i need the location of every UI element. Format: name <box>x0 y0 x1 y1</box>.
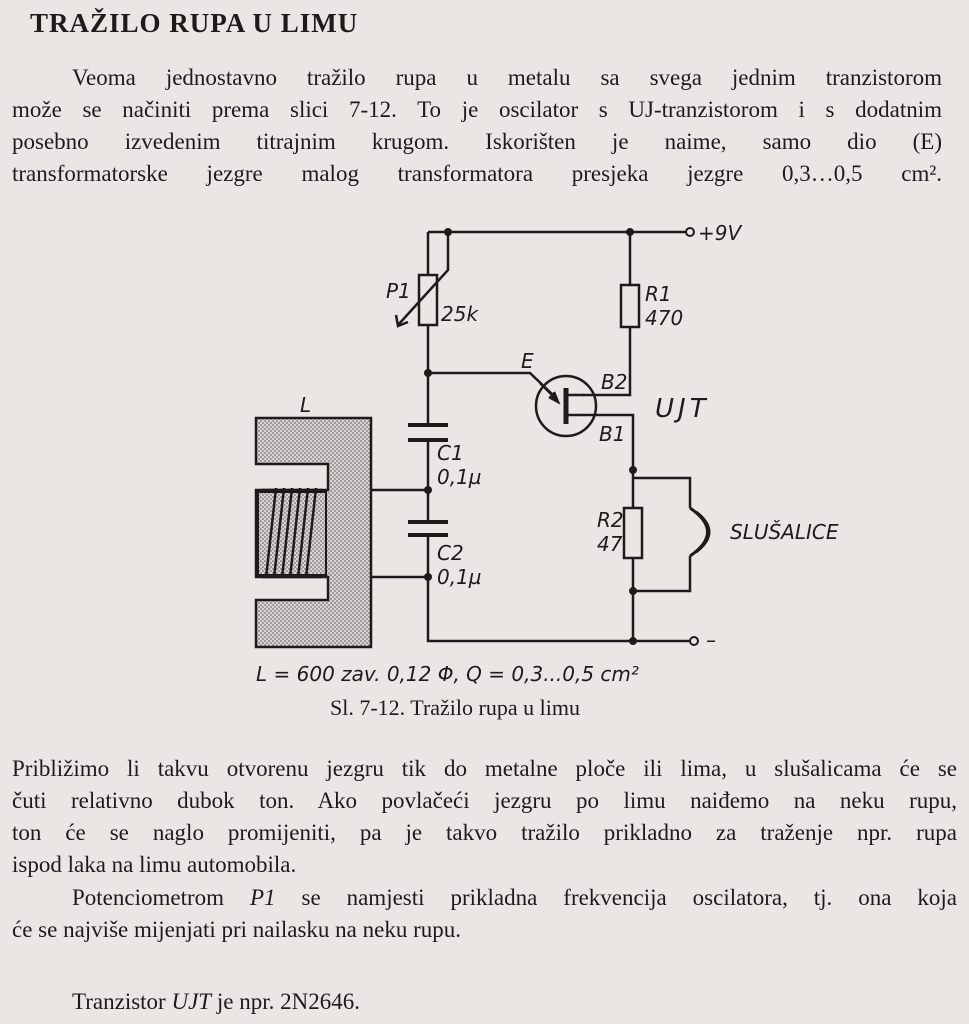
c1-name: C1 <box>437 441 464 465</box>
headphones-symbol <box>690 508 709 556</box>
c1-value: 0,1µ <box>437 465 482 489</box>
coil-spec: L = 600 zav. 0,12 Φ, Q = 0,3...0,5 cm² <box>256 662 639 686</box>
intro-paragraph: Veoma jednostavno tražilo rupa u metalu sa svega jednim tranzistorom može se načiniti prema slici 7-12. To je oscilator s UJ-tranzistorom i s dodatnim posebno izvedenim titrajnim krugom. Iskorišten je naime, samo dio (E) transformatorske jezgre malog transformatora presjeka jezgre 0,3…0,5 cm². <box>12 65 942 186</box>
figure-caption: Sl. 7-12. Tražilo rupa u limu <box>330 695 580 720</box>
c2-name: C2 <box>437 541 464 565</box>
page-title: TRAŽILO RUPA U LIMU <box>30 8 359 38</box>
ground-label: – <box>706 628 716 652</box>
resistor-r2 <box>624 508 642 558</box>
c2-value: 0,1µ <box>437 565 482 589</box>
capacitor-c1 <box>408 425 448 440</box>
p1-name: P1 <box>386 279 411 303</box>
r2-name: R2 <box>597 508 624 532</box>
headphones-label: SLUŠALICE <box>730 520 839 544</box>
p1-value: 25k <box>441 302 479 326</box>
b2-label: B2 <box>601 370 628 394</box>
ujt-transistor <box>536 376 596 436</box>
r1-value: 470 <box>645 306 684 330</box>
capacitor-c2 <box>408 522 448 535</box>
b1-label: B1 <box>599 422 626 446</box>
r2-value: 47 <box>597 532 623 556</box>
paragraph-2: Približimo li takvu otvorenu jezgru tik do metalne ploče ili lima, u slušalicama će se čuti relativno dubok ton. Ako povlačeći jezgru po limu naiđemo na neku rupu, ton će se naglo promijeniti, pa je takvo tražilo prikladno za traženje npr. rupa ispod laka na limu automobila. <box>12 756 957 877</box>
supply-terminal <box>686 228 694 236</box>
transistor-label: UJT <box>655 394 710 424</box>
resistor-r1 <box>621 285 639 327</box>
paragraph-3: Potenciometrom P1 se namjesti prikladna frekvencija oscilatora, tj. ona koja će se najviše mijenjati pri nailasku na neku rupu. <box>12 885 957 942</box>
coil-label: L <box>300 393 312 417</box>
paragraph-4: Tranzistor UJT je npr. 2N2646. <box>72 989 360 1014</box>
ground-terminal <box>690 637 698 645</box>
coil-core <box>256 418 371 647</box>
supply-label: +9V <box>698 221 742 245</box>
r1-name: R1 <box>645 282 672 306</box>
emitter-label: E <box>521 349 534 373</box>
